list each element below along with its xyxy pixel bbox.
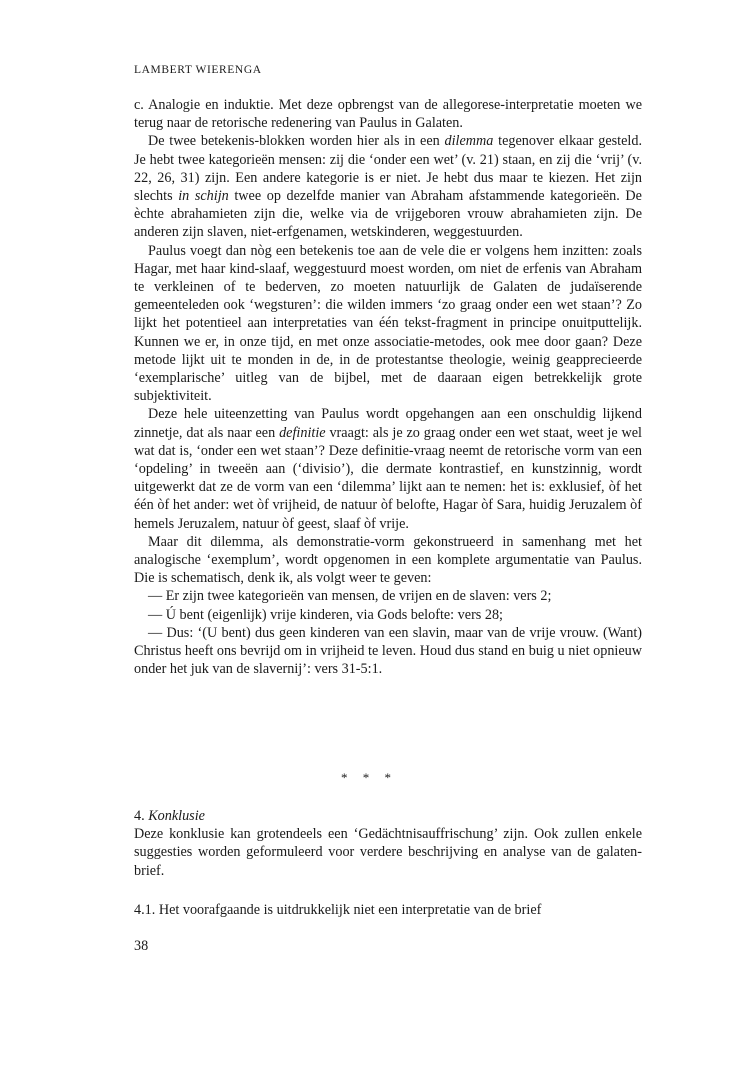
list-item: — Dus: ‘(U bent) dus geen kinderen van een slavin, maar van de vrije vrouw. (Want) Christus heeft ons bevrijd om in vrijheid te leven. Houd dus stand en buig u niet opnieuw onder het juk van de slavernij’: vers 31-5:1. xyxy=(134,624,642,678)
section-heading xyxy=(134,807,642,825)
italic-term: dilemma xyxy=(444,133,494,150)
subsection-start xyxy=(134,901,642,919)
conclusion-section xyxy=(134,807,642,880)
list-item: — Ú bent (eigenlijk) vrije kinderen, via Gods belofte: vers 28; xyxy=(148,606,503,623)
paragraph-dilemma: Maar dit dilemma, als demonstratie-vorm gekonstrueerd in samenhang met het analogische ‘exemplum’, wordt opgenomen in een komplete argumentatie van Paulus. Die is schematisch, denk ik, als volgt weer te geven: xyxy=(134,533,642,587)
text-run: Deze hele uiteenzetting van Paulus wordt opgehangen aan een onschuldig lijkend zinnetje, dat als naar een xyxy=(134,406,642,441)
text-run: twee op dezelfde manier van Abraham afstammende kategorieën. De èchte abrahamieten zijn die, welke via de vrijgeboren vrouw abrahamieten zijn. De anderen zijn slaven, niet-erfgenamen, wetskinderen, weggestuurden. xyxy=(134,188,642,241)
section-title: Konklusie xyxy=(148,808,205,824)
paragraph-konklusie: Deze konklusie kan grotendeels een ‘Gedächtnisauffrischung’ zijn. Ook zullen enkele suggesties worden geformuleerd voor verdere beschrijving en analyse van de galaten-brief. xyxy=(134,826,642,879)
text-run: De twee betekenis-blokken worden hier als in een xyxy=(148,133,445,150)
page-number: 38 xyxy=(134,938,149,954)
text-run: vraagt: als je zo graag onder een wet staat, weet je wel wat dat is, ‘onder een wet staan’? Deze definitie-vraag neemt de retorische vorm van een ‘opdeling’ in tweeën aan (‘divisio’), die dermate kontrastief, en kunstzinnig, wordt uitgewerkt dat ze de vorm van een ‘dilemma’ lijkt aan te nemen: het is: exklusief, òf het één òf het ander: wet òf vrijheid, de natuur òf belofte, Hagar òf Sara, huidig Jeruzalem òf hemels Jeruzalem, natuur òf geest, slaaf òf vrije. xyxy=(134,424,643,532)
italic-term: definitie xyxy=(279,424,326,441)
main-text xyxy=(134,96,642,679)
text-run: tegenover elkaar gesteld. Je hebt twee kategorieën mensen: zij die ‘onder een wet’ (v. 21) staan, en zij die ‘vrij’ (v. 22, 26, 31) zijn. Een andere kategorie is er niet. Je hebt dus maar te kiezen. Het zijn slechts xyxy=(134,133,642,205)
section-number: 4. xyxy=(134,808,145,824)
running-head: LAMBERT WIERENGA xyxy=(134,64,262,76)
list-item: — Er zijn twee kategorieën van mensen, de vrijen en de slaven: vers 2; xyxy=(148,588,552,605)
paragraph-uiteenzetting xyxy=(134,405,642,532)
section-separator: * * * xyxy=(341,770,397,785)
paragraph-4-1: 4.1. Het voorafgaande is uitdrukkelijk niet een interpretatie van de brief xyxy=(134,902,542,918)
paragraph-betekenis-blokken xyxy=(134,132,642,241)
italic-term: in schijn xyxy=(178,188,229,205)
paragraph-paulus-voegt: Paulus voegt dan nòg een betekenis toe aan de vele die er volgens hem inzitten: zoals Hagar, met haar kind-slaaf, weggestuurd moest worden, om niet de erfenis van Abraham te verkleinen of te bederven, zo moeten natuurlijk de Galaten de judaïserende gemeenteleden ook ‘wegsturen’: die wilden immers ‘zo graag onder een wet staan’? Zo lijkt het potentieel aan interpretaties van één tekst-fragment in principe onuitputtelijk. Kunnen we er, in onze tijd, en met onze associatie-metodes, ook mee door gaan? Deze metode lijkt uit te monden in de, in de protestantse theologie, weinig geapprecieerde ‘exemplarische’ uitleg van de bijbel, met de daaraan eigen betrekkelijk grote subjektiviteit. xyxy=(134,242,642,405)
paragraph-analogie: c. Analogie en induktie. Met deze opbrengst van de allegorese-interpretatie moeten we terug naar de retorische redenering van Paulus in Galaten. xyxy=(134,97,642,132)
